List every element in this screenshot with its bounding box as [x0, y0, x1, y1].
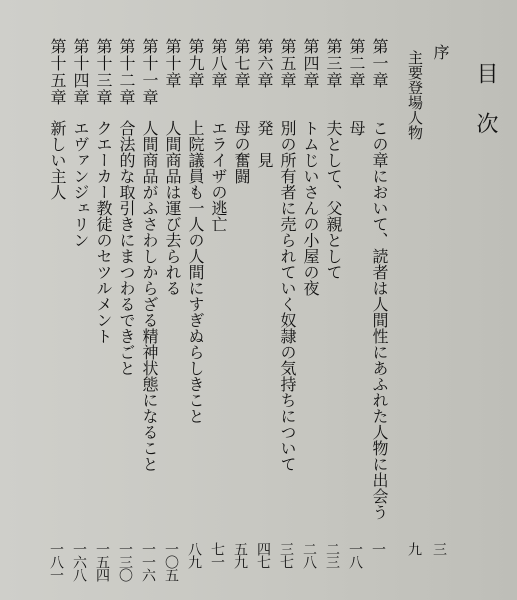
chapter-2-number: 第二章	[347, 38, 366, 89]
chapter-6-title: 発 見	[255, 120, 274, 168]
chapter-7-page: 五九	[232, 542, 248, 568]
chapter-2-title: 母	[347, 120, 366, 136]
chapter-10-page: 一〇五	[163, 542, 179, 581]
chapter-5-number: 第五章	[278, 38, 297, 89]
chapter-1-number: 第一章	[370, 38, 389, 89]
chapter-8-number: 第八章	[209, 38, 228, 89]
preface-page: 三	[431, 542, 447, 555]
chapter-4-number: 第四章	[301, 38, 320, 89]
chapter-11-page: 一一六	[140, 542, 156, 581]
chapter-7-number: 第七章	[232, 38, 251, 89]
chapter-5-page: 三七	[278, 542, 294, 568]
chapter-4-page: 二八	[301, 542, 317, 568]
chapter-5-title: 別の所有者に売られていく奴隷の気持ちについて	[278, 120, 297, 472]
chapter-7-title: 母の奮闘	[232, 120, 251, 184]
chapter-8-title: エライザの逃亡	[209, 120, 228, 232]
chapter-3-number: 第三章	[324, 38, 343, 89]
preface-label: 序	[431, 44, 450, 60]
chapter-9-title: 上院議員も一人の人間にすぎぬらしきこと	[186, 120, 205, 424]
chapter-9-number: 第九章	[186, 38, 205, 89]
chapter-14-title: エヴァンジェリン	[71, 120, 90, 248]
chapter-3-page: 二三	[324, 542, 340, 568]
chapter-9-page: 八九	[186, 542, 202, 568]
toc-title: 目次	[473, 62, 498, 162]
chapter-15-page: 一八一	[48, 542, 64, 581]
chapter-6-page: 四七	[255, 542, 271, 568]
chapter-13-title: クエーカー教徒のセツルメント	[94, 120, 113, 344]
chapter-4-title: トムじいさんの小屋の夜	[301, 120, 320, 296]
chapter-13-page: 一五四	[94, 542, 110, 581]
chapter-15-number: 第十五章	[48, 38, 67, 106]
chapter-14-number: 第十四章	[71, 38, 90, 106]
chapter-6-number: 第六章	[255, 38, 274, 89]
chapter-3-title: 夫として、父親として	[324, 120, 343, 280]
characters-page: 九	[406, 542, 422, 555]
characters-label: 主要登場人物	[406, 50, 424, 140]
chapter-10-number: 第十章	[163, 38, 182, 89]
chapter-12-number: 第十二章	[117, 38, 136, 106]
chapter-8-page: 七一	[209, 542, 225, 568]
chapter-1-title: この章において、読者は人間性にあふれた人物に出会う	[370, 120, 389, 520]
chapter-11-title: 人間商品がふさわしからざる精神状態になること	[140, 120, 159, 472]
chapter-10-title: 人間商品は運び去られる	[163, 120, 182, 296]
chapter-2-page: 一八	[347, 542, 363, 568]
chapter-14-page: 一六八	[71, 542, 87, 581]
chapter-1-page: 一	[370, 542, 386, 555]
chapter-12-page: 一三〇	[117, 542, 133, 581]
chapter-12-title: 合法的な取引きにまつわるできごと	[117, 120, 136, 376]
chapter-11-number: 第十一章	[140, 38, 159, 106]
chapter-13-number: 第十三章	[94, 38, 113, 106]
chapter-15-title: 新しい主人	[48, 120, 67, 200]
